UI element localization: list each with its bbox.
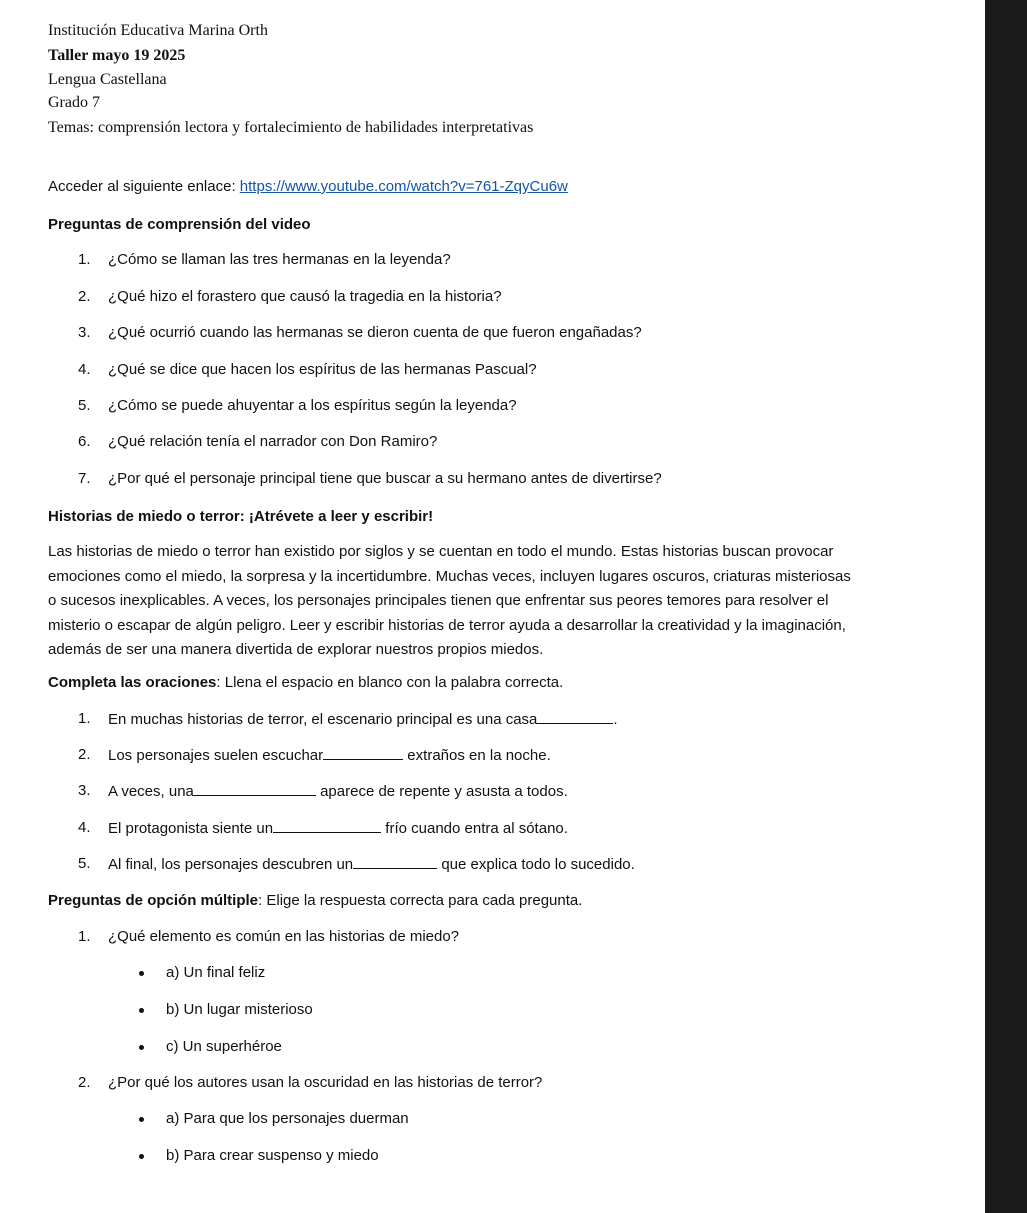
paragraph-line: además de ser una manera divertida de explorar nuestros propios miedos. bbox=[48, 641, 544, 658]
paragraph-line: emociones como el miedo, la sorpresa y la incertidumbre. Muchas veces, incluyen lugares oscuros, criaturas misteriosas bbox=[48, 567, 851, 585]
multiple-title bbox=[48, 892, 582, 909]
sentence-before: Los personajes suelen escuchar bbox=[108, 747, 324, 764]
question-text: ¿Qué hizo el forastero que causó la tragedia en la historia? bbox=[108, 288, 502, 305]
access-prefix: Acceder al siguiente enlace: bbox=[48, 178, 240, 195]
video-questions-title: Preguntas de comprensión del video bbox=[48, 216, 311, 233]
question-text: ¿Por qué el personaje principal tiene que buscar a su hermano antes de divertirse? bbox=[108, 470, 662, 487]
blank-field[interactable] bbox=[273, 819, 381, 833]
item-number: 5. bbox=[78, 855, 91, 872]
bullet-icon bbox=[139, 1045, 144, 1050]
grade-label: Grado 7 bbox=[48, 94, 100, 111]
sentence-before: En muchas historias de terror, el escenario principal es una casa bbox=[108, 711, 538, 728]
sentence bbox=[108, 746, 551, 764]
item-number: 1. bbox=[78, 710, 91, 727]
item-number: 6. bbox=[78, 433, 91, 450]
sentence-after: extraños en la noche. bbox=[403, 747, 551, 764]
complete-title-rest: : Llena el espacio en blanco con la palabra correcta. bbox=[216, 674, 564, 691]
sentence-after: aparece de repente y asusta a todos. bbox=[315, 783, 568, 800]
option-text[interactable]: a) Para que los personajes duerman bbox=[166, 1110, 409, 1127]
workshop-date: Taller mayo 19 2025 bbox=[48, 47, 186, 64]
bullet-icon bbox=[139, 1117, 144, 1122]
subject-name: Lengua Castellana bbox=[48, 71, 167, 88]
question-text: ¿Qué elemento es común en las historias de miedo? bbox=[108, 928, 460, 945]
item-number: 4. bbox=[78, 819, 91, 836]
option-text[interactable]: b) Un lugar misterioso bbox=[166, 1001, 313, 1018]
item-number: 3. bbox=[78, 782, 91, 799]
sentence-before: El protagonista siente un bbox=[108, 820, 274, 837]
sentence-before: A veces, una bbox=[108, 783, 194, 800]
sentence bbox=[108, 782, 568, 800]
sentence bbox=[108, 819, 568, 837]
video-link[interactable]: https://www.youtube.com/watch?v=761-ZqyCu6w bbox=[239, 178, 568, 195]
bullet-icon bbox=[139, 971, 144, 976]
question-text: ¿Cómo se llaman las tres hermanas en la leyenda? bbox=[108, 251, 451, 268]
option-text[interactable]: b) Para crear suspenso y miedo bbox=[166, 1147, 379, 1164]
access-line bbox=[48, 178, 568, 195]
sentence-after: que explica todo lo sucedido. bbox=[437, 856, 635, 873]
question-text: ¿Qué relación tenía el narrador con Don Ramiro? bbox=[108, 433, 438, 450]
complete-title-bold: Completa las oraciones bbox=[48, 674, 217, 691]
horror-title: Historias de miedo o terror: ¡Atrévete a leer y escribir! bbox=[48, 508, 434, 525]
item-number: 2. bbox=[78, 1074, 91, 1091]
sentence bbox=[108, 710, 618, 728]
sentence bbox=[108, 855, 635, 873]
sentence-after: frío cuando entra al sótano. bbox=[381, 820, 568, 837]
item-number: 3. bbox=[78, 324, 91, 341]
paragraph-line: misterio o escapar de algún peligro. Leer y escribir historias de terror ayuda a desarrollar la creatividad y la imaginación, bbox=[48, 616, 846, 634]
complete-title bbox=[48, 674, 563, 691]
sentence-before: Al final, los personajes descubren un bbox=[108, 856, 354, 873]
question-text: ¿Qué se dice que hacen los espíritus de las hermanas Pascual? bbox=[108, 361, 537, 378]
question-text: ¿Cómo se puede ahuyentar a los espíritus según la leyenda? bbox=[108, 397, 517, 414]
multiple-title-bold: Preguntas de opción múltiple bbox=[48, 892, 259, 909]
multiple-title-rest: : Elige la respuesta correcta para cada pregunta. bbox=[258, 892, 583, 909]
item-number: 7. bbox=[78, 470, 91, 487]
item-number: 1. bbox=[78, 251, 91, 268]
item-number: 4. bbox=[78, 361, 91, 378]
paragraph-line: Las historias de miedo o terror han existido por siglos y se cuentan en todo el mundo. Estas historias buscan provocar bbox=[48, 543, 834, 560]
blank-field[interactable] bbox=[323, 746, 403, 760]
blank-field[interactable] bbox=[537, 710, 613, 724]
blank-field[interactable] bbox=[194, 782, 316, 796]
item-number: 2. bbox=[78, 288, 91, 305]
school-name: Institución Educativa Marina Orth bbox=[48, 22, 268, 39]
scrollbar[interactable] bbox=[985, 0, 1027, 1213]
question-text: ¿Qué ocurrió cuando las hermanas se dieron cuenta de que fueron engañadas? bbox=[108, 324, 642, 341]
blank-field[interactable] bbox=[353, 855, 437, 869]
item-number: 5. bbox=[78, 397, 91, 414]
option-text[interactable]: c) Un superhéroe bbox=[166, 1038, 282, 1055]
bullet-icon bbox=[139, 1154, 144, 1159]
option-text[interactable]: a) Un final feliz bbox=[166, 964, 266, 981]
paragraph-line: o sucesos inexplicables. A veces, los personajes principales tienen que enfrentar sus peores temores para resolver el bbox=[48, 592, 829, 609]
item-number: 1. bbox=[78, 928, 91, 945]
question-text: ¿Por qué los autores usan la oscuridad en las historias de terror? bbox=[108, 1074, 543, 1091]
sentence-after: . bbox=[613, 711, 618, 728]
topics-line: Temas: comprensión lectora y fortalecimiento de habilidades interpretativas bbox=[48, 119, 534, 136]
bullet-icon bbox=[139, 1008, 144, 1013]
item-number: 2. bbox=[78, 746, 91, 763]
horror-paragraph bbox=[48, 540, 851, 663]
